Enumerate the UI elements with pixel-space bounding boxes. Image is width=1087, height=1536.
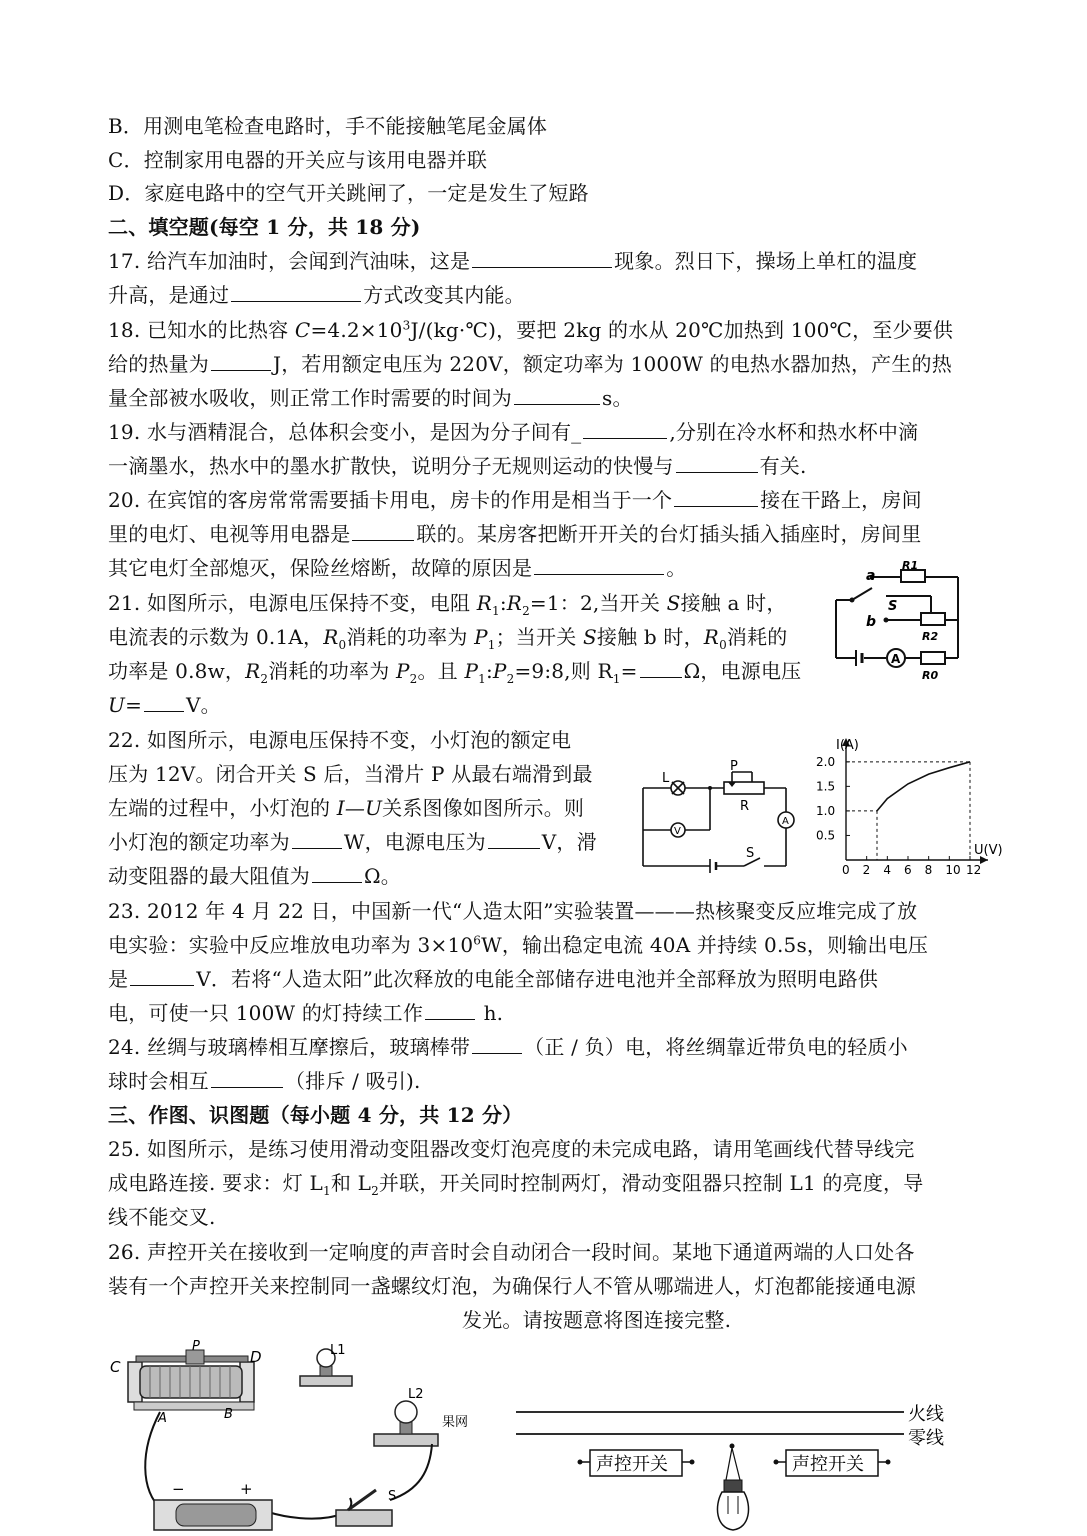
fig22-label-r: R (740, 799, 750, 814)
live-wire-label: 火线 (908, 1404, 944, 1425)
q17-line1: 17. 给汽车加油时，会闻到汽油味，这是 现象。烈日下，操场上单杠的温度 (108, 249, 918, 273)
q20-blank1[interactable] (674, 488, 758, 507)
q24-line1: 24. 丝绸与玻璃棒相互摩擦后，玻璃棒带 （正 / 负）电，将丝绸靠近带负电的轻质小 (108, 1035, 908, 1059)
fig25-label-p: P (192, 1340, 200, 1354)
q21-line3: 功率是 0.8w，$R_2$消耗的功率为 $P_2$。且 $P_1:P_2=9:8$,则 $R_1= \Omega$，电源电压 (108, 659, 802, 686)
q26-line1: 26. 声控开关在接收到一定响度的声音时会自动闭合一段时间。某地下通道两端的人口处各 (108, 1240, 915, 1264)
fig21-ammeter-label: A (891, 652, 901, 666)
q26-line3: 发光。请按题意将图连接完整. (462, 1308, 732, 1332)
x-tick-label: 4 (883, 863, 891, 877)
q21-line4: U= V。 (108, 693, 221, 717)
q19-line2: 一滴墨水，热水中的墨水扩散快，说明分子无规则运动的快慢与 有关. (108, 454, 807, 478)
section-2-heading: 二、填空题(每空 1 分，共 18 分) (108, 215, 421, 239)
q18-line2: 给的热量为 J，若用额定电压为 220V，额定功率为 1000W 的电热水器加热，产生的热 (108, 352, 952, 376)
q24-blank1[interactable] (472, 1035, 522, 1054)
q23-line1: 23. 2012 年 4 月 22 日，中国新一代“人造太阳”实验装置———热核聚变反应堆完成了放 (108, 899, 918, 923)
neutral-wire-label: 零线 (908, 1428, 944, 1449)
q21-line1: 21. 如图所示，电源电压保持不变，电阻 $R_1:R_2=1$：2,当开关 S接触 a 时， (108, 591, 787, 618)
y-tick-label: 1.0 (816, 803, 836, 818)
q20-blank2[interactable] (352, 522, 414, 541)
fig25-label-d: D (250, 1348, 262, 1366)
chart-ylabel: I(A) (836, 738, 859, 753)
q22-blank2[interactable] (488, 830, 540, 849)
iu-chart (808, 736, 1008, 878)
q21-circuit-figure (826, 560, 976, 685)
q18-blank2[interactable] (514, 386, 600, 405)
q22-line5: 动变阻器的最大阻值为 Ω。 (108, 864, 401, 888)
chart-xlabel: U(V) (974, 843, 1003, 858)
q18-blank1[interactable] (211, 352, 271, 371)
fig21-label-r0: R0 (922, 669, 939, 682)
y-tick-label: 2.0 (816, 754, 836, 769)
q21-blank2[interactable] (144, 693, 184, 712)
fig25-label-plus: + (240, 1480, 253, 1498)
option-d: D．家庭电路中的空气开关跳闸了，一定是发生了短路 (108, 181, 589, 205)
fig22-label-v: V (674, 826, 681, 837)
fig25-label-l1: L1 (330, 1343, 346, 1358)
x-tick-label: 0 (842, 863, 850, 877)
q22-circuit-figure (638, 760, 798, 875)
q19-blank2[interactable] (676, 454, 758, 473)
fig25-label-l2: L2 (408, 1387, 424, 1402)
q22-blank3[interactable] (312, 864, 362, 883)
q23-line4: 电，可使一只 100W 的灯持续工作 h. (108, 1001, 504, 1025)
q19-line1: 19. 水与酒精混合，总体积会变小，是因为分子间有_ ,分别在冷水杯和热水杯中滴 (108, 420, 919, 444)
sound-switch-right-label: 声控开关 (792, 1454, 864, 1475)
x-tick-label: 12 (966, 863, 982, 877)
q22-line2: 压为 12V。闭合开关 S 后，当滑片 P 从最右端滑到最 (108, 762, 593, 786)
q17-blank2[interactable] (231, 283, 361, 302)
lamp-l2-icon (374, 1401, 438, 1446)
fig21-label-b: b (866, 614, 877, 630)
q23-line2: 电实验：实验中反应堆放电功率为 $3\times 10^6W$，输出稳定电流 40A 并持续 0.5s，则输出电压 (108, 933, 929, 957)
y-tick-label: 1.5 (816, 779, 836, 794)
q23-line3: 是 V．若将“人造太阳”此次释放的电能全部储存进电池并全部释放为照明电路供 (108, 967, 879, 991)
q25-circuit-figure (100, 1340, 500, 1534)
q22-line4: 小灯泡的额定功率为 W，电源电压为 V，滑 (108, 830, 597, 854)
x-tick-label: 8 (924, 863, 933, 877)
q18-line1: 18. 已知水的比热容 $C=4.2\times 10^3J/(kg\cdot℃)$，要把 2kg 的水从 20℃加热到 100℃，至少要供 (108, 318, 954, 342)
q17-line2: 升高，是通过 方式改变其内能。 (108, 283, 525, 307)
q20-line1: 20. 在宾馆的客房常常需要插卡用电，房卡的作用是相当于一个 接在干路上，房间 (108, 488, 922, 512)
q21-blank1[interactable] (640, 659, 682, 678)
x-tick-label: 2 (862, 863, 871, 877)
fig21-label-a: a (866, 568, 876, 584)
fig21-label-r1: R1 (902, 560, 919, 572)
fig25-label-c: C (110, 1358, 121, 1376)
q26-line2: 装有一个声控开关来控制同一盏螺纹灯泡，为确保行人不管从哪端进人，灯泡都能接通电源 (108, 1274, 916, 1298)
q19-blank1[interactable] (583, 420, 667, 439)
chart-ticks (816, 755, 981, 877)
q22-blank1[interactable] (292, 830, 342, 849)
chart-series-line (877, 762, 970, 811)
x-tick-label: 10 (945, 863, 961, 877)
q18-line3: 量全部被水吸收，则正常工作时需要的时间为 s。 (108, 386, 633, 410)
fig25-label-s: S (388, 1489, 397, 1504)
fig22-label-l: L (662, 771, 670, 786)
fig21-label-r2: R2 (922, 630, 939, 643)
q17-blank1[interactable] (472, 249, 612, 268)
fig22-label-a: A (782, 816, 789, 827)
y-tick-label: 0.5 (816, 828, 836, 843)
q25-line3: 线不能交叉. (108, 1205, 216, 1229)
battery-icon (154, 1500, 272, 1530)
chart-axes (842, 738, 988, 864)
sound-switch-left (578, 1450, 695, 1476)
q22-line3: 左端的过程中，小灯泡的 I—U关系图像如图所示。则 (108, 796, 585, 820)
q22-line1: 22. 如图所示，电源电压保持不变，小灯泡的额定电 (108, 728, 572, 752)
q23-blank1[interactable] (130, 967, 194, 986)
rheostat-icon (128, 1350, 254, 1410)
switch-icon (336, 1490, 392, 1526)
q24-blank2[interactable] (211, 1069, 283, 1088)
x-tick-label: 6 (904, 863, 912, 877)
chart-grid (846, 762, 970, 860)
section-3-heading: 三、作图、识图题（每小题 4 分，共 12 分） (108, 1103, 523, 1127)
sound-switch-left-label: 声控开关 (596, 1454, 668, 1475)
fig25-label-b: B (224, 1407, 233, 1422)
q20-line2: 里的电灯、电视等用电器是 联的。某房客把断开开关的台灯插头插入插座时，房间里 (108, 522, 922, 546)
fig21-label-s: S (888, 599, 898, 614)
q21-line2: 电流表的示数为 0.1A，$R_0$消耗的功率为 $P_1$；当开关 S接触 b 时，$R_0$消耗的 (108, 625, 788, 652)
q24-line2: 球时会相互 （排斥 / 吸引). (108, 1069, 421, 1093)
q26-circuit-figure (510, 1396, 980, 1532)
q23-blank2[interactable] (425, 1001, 475, 1020)
option-b: B．用测电笔检查电路时，手不能接触笔尾金属体 (108, 114, 548, 138)
q20-line3: 其它电灯全部熄灭，保险丝熔断，故障的原因是 。 (108, 556, 687, 580)
fig25-watermark: 果网 (442, 1415, 469, 1430)
q25-line1: 25. 如图所示，是练习使用滑动变阻器改变灯泡亮度的未完成电路，请用笔画线代替导线完 (108, 1137, 915, 1161)
fig25-label-minus: − (172, 1480, 185, 1498)
fig25-label-a: A (158, 1411, 167, 1426)
fig22-label-s: S (746, 846, 755, 861)
sound-switch-right (774, 1450, 891, 1476)
fig22-label-p: P (730, 760, 738, 774)
q20-blank3[interactable] (534, 556, 664, 575)
bulb-icon (717, 1444, 748, 1531)
option-c: C．控制家用电器的开关应与该用电器并联 (108, 148, 488, 172)
q25-line2: 成电路连接. 要求：灯 $L_1$和 $L_2$并联，开关同时控制两灯，滑动变阻器只控制 L1 的亮度，导 (108, 1171, 924, 1198)
